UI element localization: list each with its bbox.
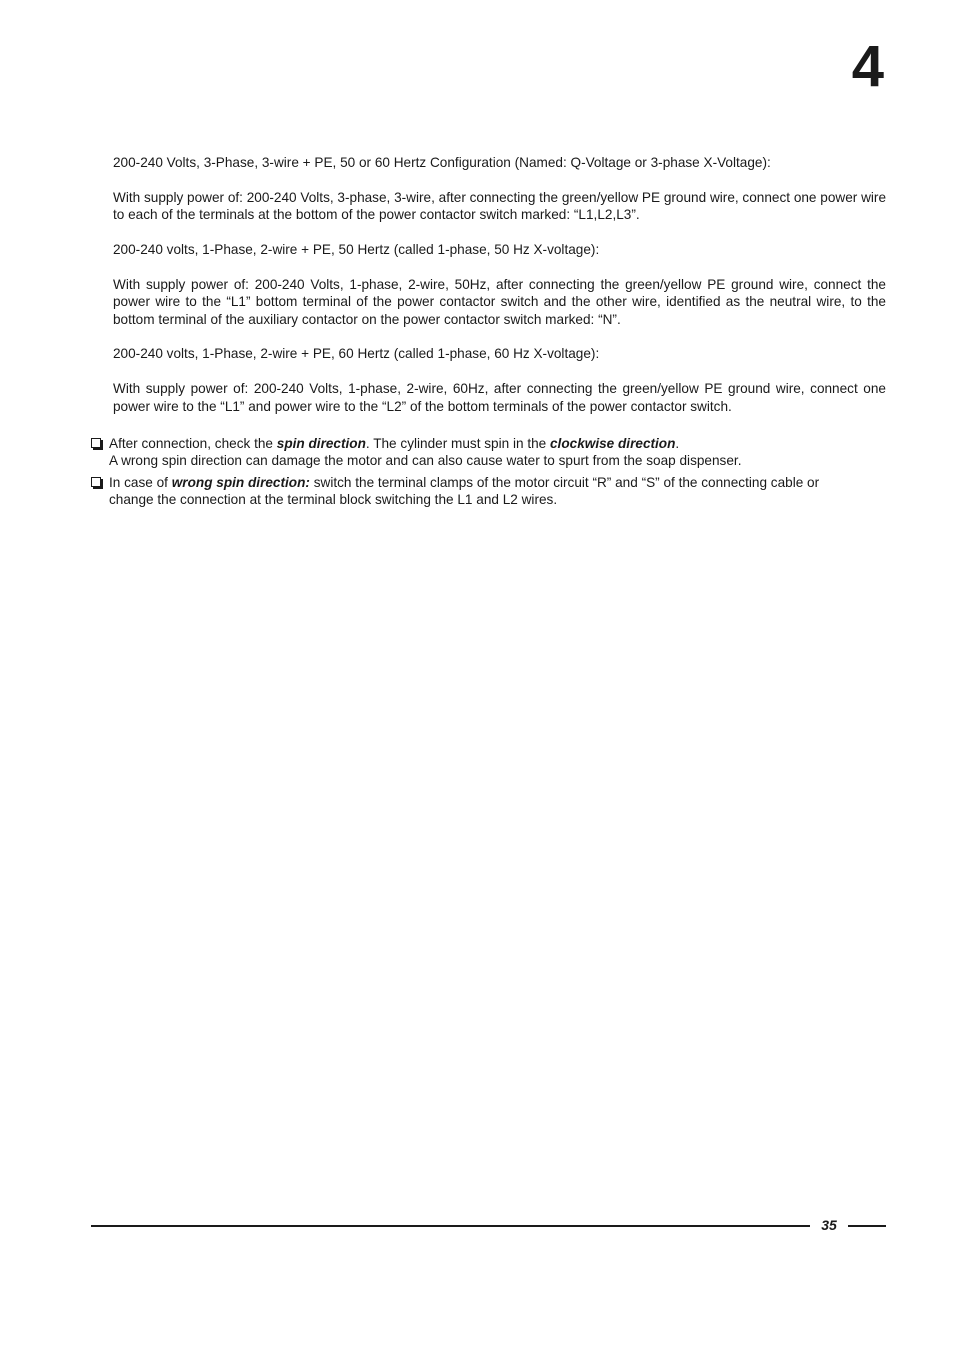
footer-rule-left <box>91 1225 810 1227</box>
checklist-item-spin-direction <box>91 435 886 470</box>
main-content <box>113 154 886 432</box>
checklist-line-2: change the connection at the terminal block switching the L1 and L2 wires. <box>109 492 558 508</box>
section-heading-3phase: 200-240 Volts, 3-Phase, 3-wire + PE, 50 or 60 Hertz Configuration (Named: Q-Voltage or 3-phase X-Voltage): <box>113 155 771 170</box>
section-body-1phase-60hz: With supply power of: 200-240 Volts, 1-phase, 2-wire, 60Hz, after connecting the green/yellow PE ground wire, connect one power wire to the “L1” and power wire to the “L2” of the bottom terminals of the power contactor switch. <box>113 381 886 414</box>
footer-rule-right <box>848 1225 886 1227</box>
section-heading-1phase-50hz: 200-240 volts, 1-Phase, 2-wire + PE, 50 Hertz (called 1-phase, 50 Hz X-voltage): <box>113 242 600 257</box>
page-number: 35 <box>821 1217 837 1233</box>
section-body-3phase: With supply power of: 200-240 Volts, 3-phase, 3-wire, after connecting the green/yellow PE ground wire, connect one power wire to each of the terminals at the bottom of the power contactor switch marked: “L1,L2,L3”. <box>113 189 886 223</box>
chapter-number: 4 <box>851 34 884 99</box>
checklist-item-wrong-spin <box>91 474 886 509</box>
checkbox-icon <box>91 438 101 448</box>
section-heading-1phase-60hz: 200-240 volts, 1-Phase, 2-wire + PE, 60 Hertz (called 1-phase, 60 Hz X-voltage): <box>113 346 600 362</box>
checklist <box>91 435 886 513</box>
checklist-line-2: A wrong spin direction can damage the motor and can also cause water to spurt from the soap dispenser. <box>109 453 742 469</box>
checkbox-icon <box>91 477 101 487</box>
checklist-line: After connection, check the spin direction. The cylinder must spin in the clockwise direction. <box>109 436 680 451</box>
section-body-1phase-50hz: With supply power of: 200-240 Volts, 1-phase, 2-wire, 50Hz, after connecting the green/yellow PE ground wire, connect the power wire to the “L1” bottom terminal of the power contactor switch and the other wire, identified as the neutral wire, to the bottom terminal of the auxiliary contactor on the power contactor switch marked: “N”. <box>113 276 886 327</box>
emphasis-text: clockwise direction <box>550 436 676 451</box>
emphasis-text: wrong spin direction: <box>171 474 310 490</box>
checklist-line: In case of wrong spin direction: switch the terminal clamps of the motor circuit “R” and “S” of the connecting cable or <box>109 474 820 490</box>
emphasis-text: spin direction <box>276 436 366 451</box>
